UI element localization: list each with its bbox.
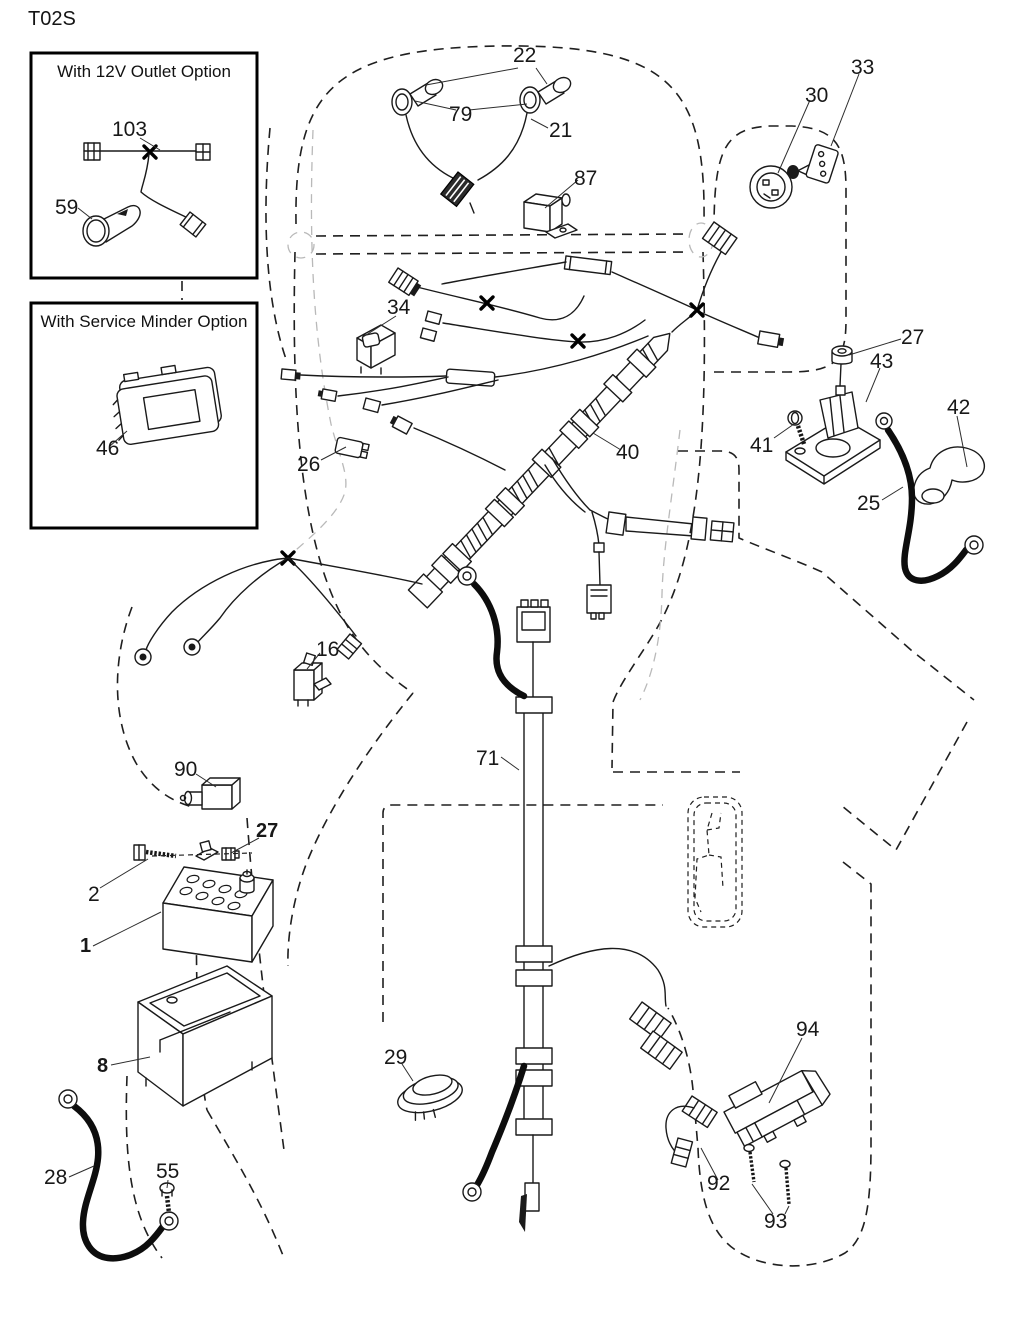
part-label-21: 21 (549, 119, 573, 142)
part-label-27-battery: 27 (256, 820, 279, 842)
part-label-93: 93 (764, 1210, 788, 1233)
main-harness-40 (135, 222, 785, 665)
outlet-socket-59 (83, 206, 140, 246)
part-label-30: 30 (805, 84, 829, 107)
hourmeter-90 (181, 778, 241, 809)
headlight-harness (392, 75, 573, 213)
bolt-41 (788, 411, 804, 444)
part-label-8: 8 (97, 1055, 109, 1077)
solenoid-assembly-43 (786, 364, 880, 484)
part-label-29: 29 (384, 1046, 408, 1069)
part-label-42: 42 (947, 396, 971, 419)
part-label-103: 103 (112, 118, 148, 141)
relay-87 (524, 194, 577, 238)
page-title: T02S (28, 8, 76, 30)
cap-29 (393, 1070, 467, 1126)
battery-clamp (196, 841, 218, 860)
part-label-46: 46 (96, 437, 120, 460)
screws-93 (744, 1145, 790, 1205)
switch-34 (357, 325, 395, 374)
terminal-boot-42 (914, 447, 985, 504)
part-label-28: 28 (44, 1166, 68, 1189)
battery-box-8 (138, 966, 272, 1106)
part-label-27-solenoid: 27 (901, 326, 925, 349)
part-label-92: 92 (707, 1172, 731, 1195)
part-label-40: 40 (616, 441, 640, 464)
part-label-22: 22 (513, 44, 537, 67)
service-minder-option-title: With Service Minder Option (40, 312, 248, 331)
part-label-16: 16 (316, 638, 340, 661)
part-label-26: 26 (297, 453, 321, 476)
part-label-1: 1 (80, 935, 92, 957)
ignition-switch-30 (750, 165, 799, 208)
part-label-71: 71 (476, 747, 500, 770)
part-label-25: 25 (857, 492, 881, 515)
part-label-87: 87 (574, 167, 598, 190)
connector-92 (666, 1096, 717, 1167)
part-label-59: 59 (55, 196, 79, 219)
part-label-33: 33 (851, 56, 875, 79)
part-label-79: 79 (449, 103, 473, 126)
outlet-option-title: With 12V Outlet Option (57, 62, 231, 81)
battery-bolt-2 (134, 845, 176, 860)
outlet-option-box (31, 53, 257, 278)
part-label-43: 43 (870, 350, 894, 373)
battery-1 (163, 867, 273, 962)
shift-gate-outline (688, 797, 742, 927)
circuit-breaker-33 (797, 141, 839, 184)
part-label-94: 94 (796, 1018, 820, 1041)
part-label-55: 55 (156, 1160, 180, 1183)
part-label-2: 2 (88, 883, 100, 906)
module-94 (718, 1054, 836, 1154)
part-label-34: 34 (387, 296, 411, 319)
part-label-41: 41 (750, 434, 774, 457)
harness-conduit-71 (458, 567, 666, 1232)
part-label-90: 90 (174, 758, 198, 781)
